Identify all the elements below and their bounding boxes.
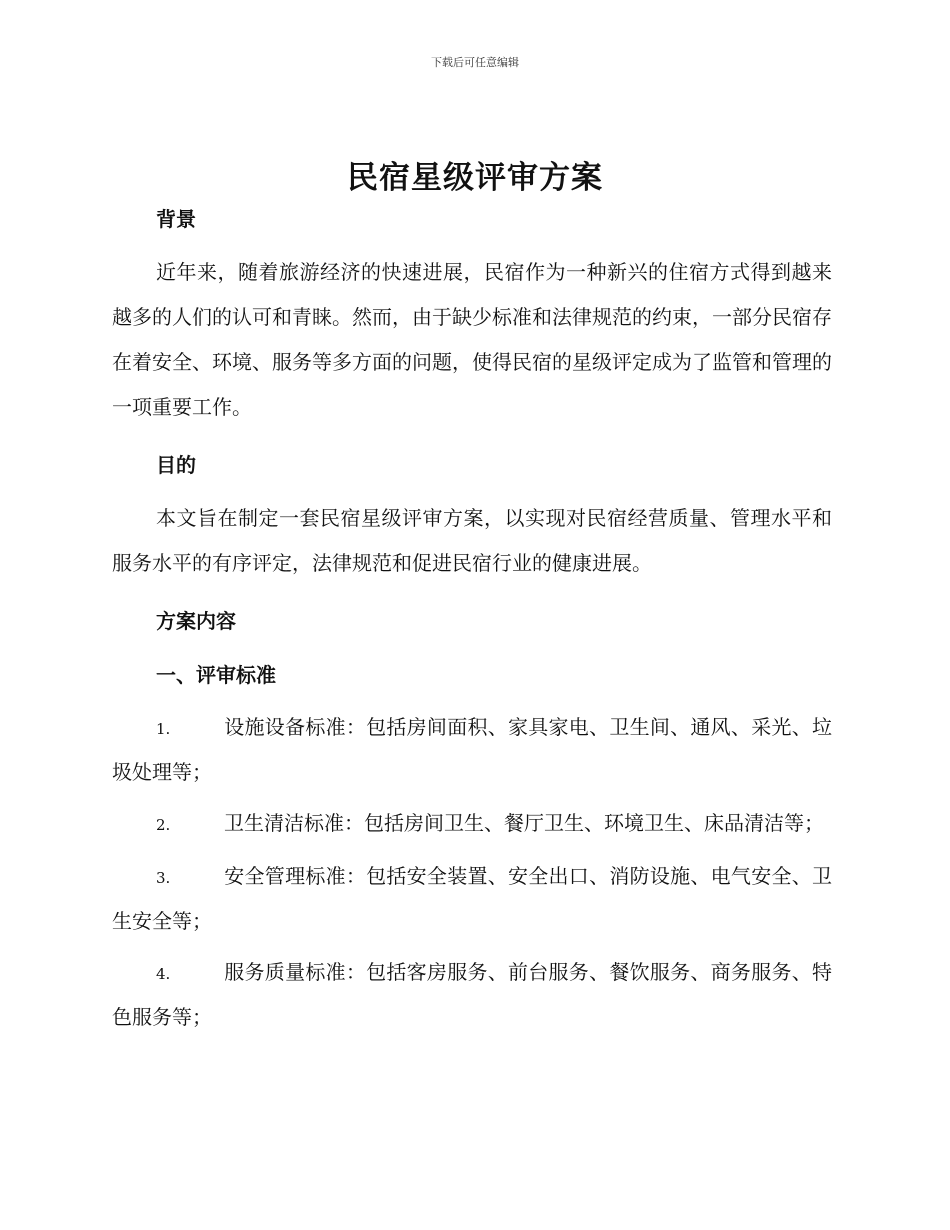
paragraph-purpose: 本文旨在制定一套民宿星级评审方案，以实现对民宿经营质量、管理水平和服务水平的有序评定，法律规范和促进民宿行业的健康进展。	[112, 506, 832, 575]
list-item-number: 1.	[156, 720, 171, 738]
header-note: 下载后可任意编辑	[431, 56, 519, 69]
list-item-text: 服务质量标准：包括客房服务、前台服务、餐饮服务、商务服务、特色服务等；	[112, 960, 832, 1029]
section-heading-purpose: 目的	[156, 453, 196, 477]
list-item	[112, 855, 832, 943]
paragraph-background: 近年来，随着旅游经济的快速进展，民宿作为一种新兴的住宿方式得到越来越多的人们的认可和青睐。然而，由于缺少标准和法律规范的约束，一部分民宿存在着安全、环境、服务等多方面的问题，使得民宿的星级评定成为了监管和管理的一项重要工作。	[112, 260, 832, 419]
list-item	[112, 706, 832, 794]
list-item-number: 2.	[156, 816, 171, 834]
document-body	[112, 196, 832, 1039]
list-item-text: 安全管理标准：包括安全装置、安全出口、消防设施、电气安全、卫生安全等；	[112, 864, 832, 933]
list-item-number: 4.	[156, 965, 171, 983]
list-item-text: 卫生清洁标准：包括房间卫生、餐厅卫生、环境卫生、床品清洁等；	[224, 811, 824, 835]
list-item	[112, 802, 832, 847]
section-heading-plan: 方案内容	[156, 609, 236, 633]
list-item	[112, 951, 832, 1039]
list-item-text: 设施设备标准：包括房间面积、家具家电、卫生间、通风、采光、垃圾处理等；	[112, 715, 832, 784]
document-title: 民宿星级评审方案	[347, 160, 603, 196]
section-heading-criteria: 一、评审标准	[156, 663, 276, 687]
section-heading-background: 背景	[156, 207, 196, 231]
list-item-number: 3.	[156, 869, 171, 887]
